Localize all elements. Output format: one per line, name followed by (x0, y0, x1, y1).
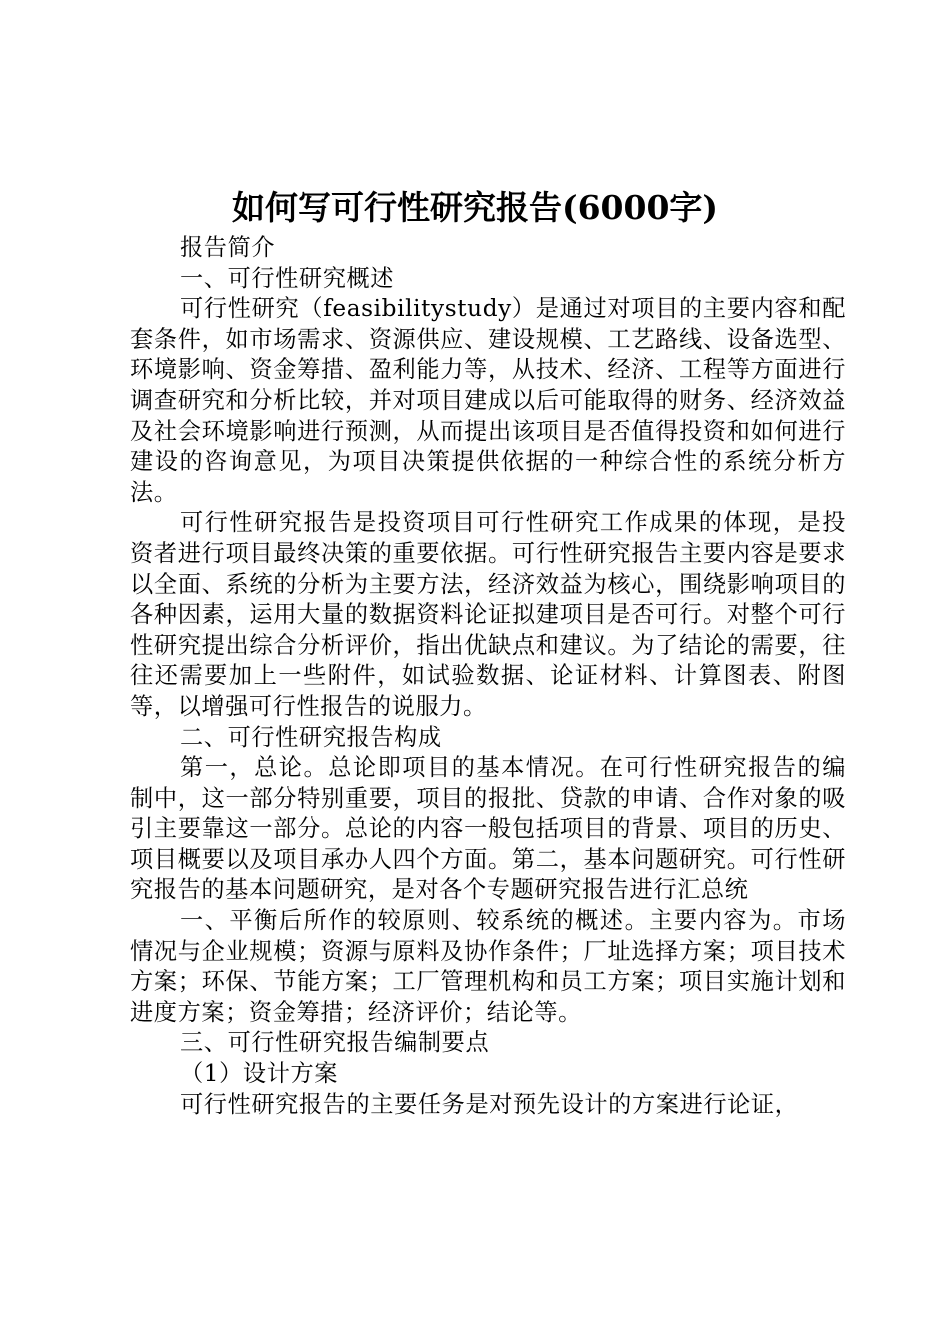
paragraph-design-task: 可行性研究报告的主要任务是对预先设计的方案进行论证， (180, 1090, 799, 1118)
paragraph-report-purpose: 可行性研究报告是投资项目可行性研究工作成果的体现，是投资者进行项目最终决策的重要依据。可行性研究报告主要内容是要求以全面、系统的分析为主要方法，经济效益为核心，围绕影响项目的各种因素，运用大量的数据资料论证拟建项目是否可行。对整个可行性研究提出综合分析评价，指出优缺点和建议。为了结论的需要，往往还需要加上一些附件，如试验数据、论证材料、计算图表、附图等，以增强可行性报告的说服力。 (130, 509, 846, 720)
section-heading-intro: 报告简介 (180, 234, 276, 261)
paragraph-general-overview: 第一，总论。总论即项目的基本情况。在可行性研究报告的编制中，这一部分特别重要，项目的报批、贷款的申请、合作对象的吸引主要靠这一部分。总论的内容一般包括项目的背景、项目的历史、项目概要以及项目承办人四个方面。第二，基本问题研究。可行性研究报告的基本问题研究，是对各个专题研究报告进行汇总统 (130, 754, 846, 904)
section-heading-overview: 一、可行性研究概述 (180, 264, 395, 292)
section-heading-key-points: 三、可行性研究报告编制要点 (180, 1029, 490, 1057)
document-title: 如何写可行性研究报告(6000字) (231, 188, 719, 227)
subsection-heading-design: （1）设计方案 (180, 1060, 339, 1088)
paragraph-main-contents: 一、平衡后所作的较原则、较系统的概述。主要内容为。市场情况与企业规模；资源与原料及协作条件；厂址选择方案；项目技术方案；环保、节能方案；工厂管理机构和员工方案；项目实施计划和进度方案；资金筹措；经济评价；结论等。 (130, 907, 846, 1026)
paragraph-definition: 可行性研究（feasibilitystudy）是通过对项目的主要内容和配套条件，如市场需求、资源供应、建设规模、工艺路线、设备选型、环境影响、资金筹措、盈利能力等，从技术、经济、工程等方面进行调查研究和分析比较，并对项目建成以后可能取得的财务、经济效益及社会环境影响进行预测，从而提出该项目是否值得投资和如何进行建设的咨询意见，为项目决策提供依据的一种综合性的系统分析方法。 (130, 295, 846, 506)
section-heading-composition: 二、可行性研究报告构成 (180, 723, 442, 751)
document-body (130, 233, 846, 1120)
